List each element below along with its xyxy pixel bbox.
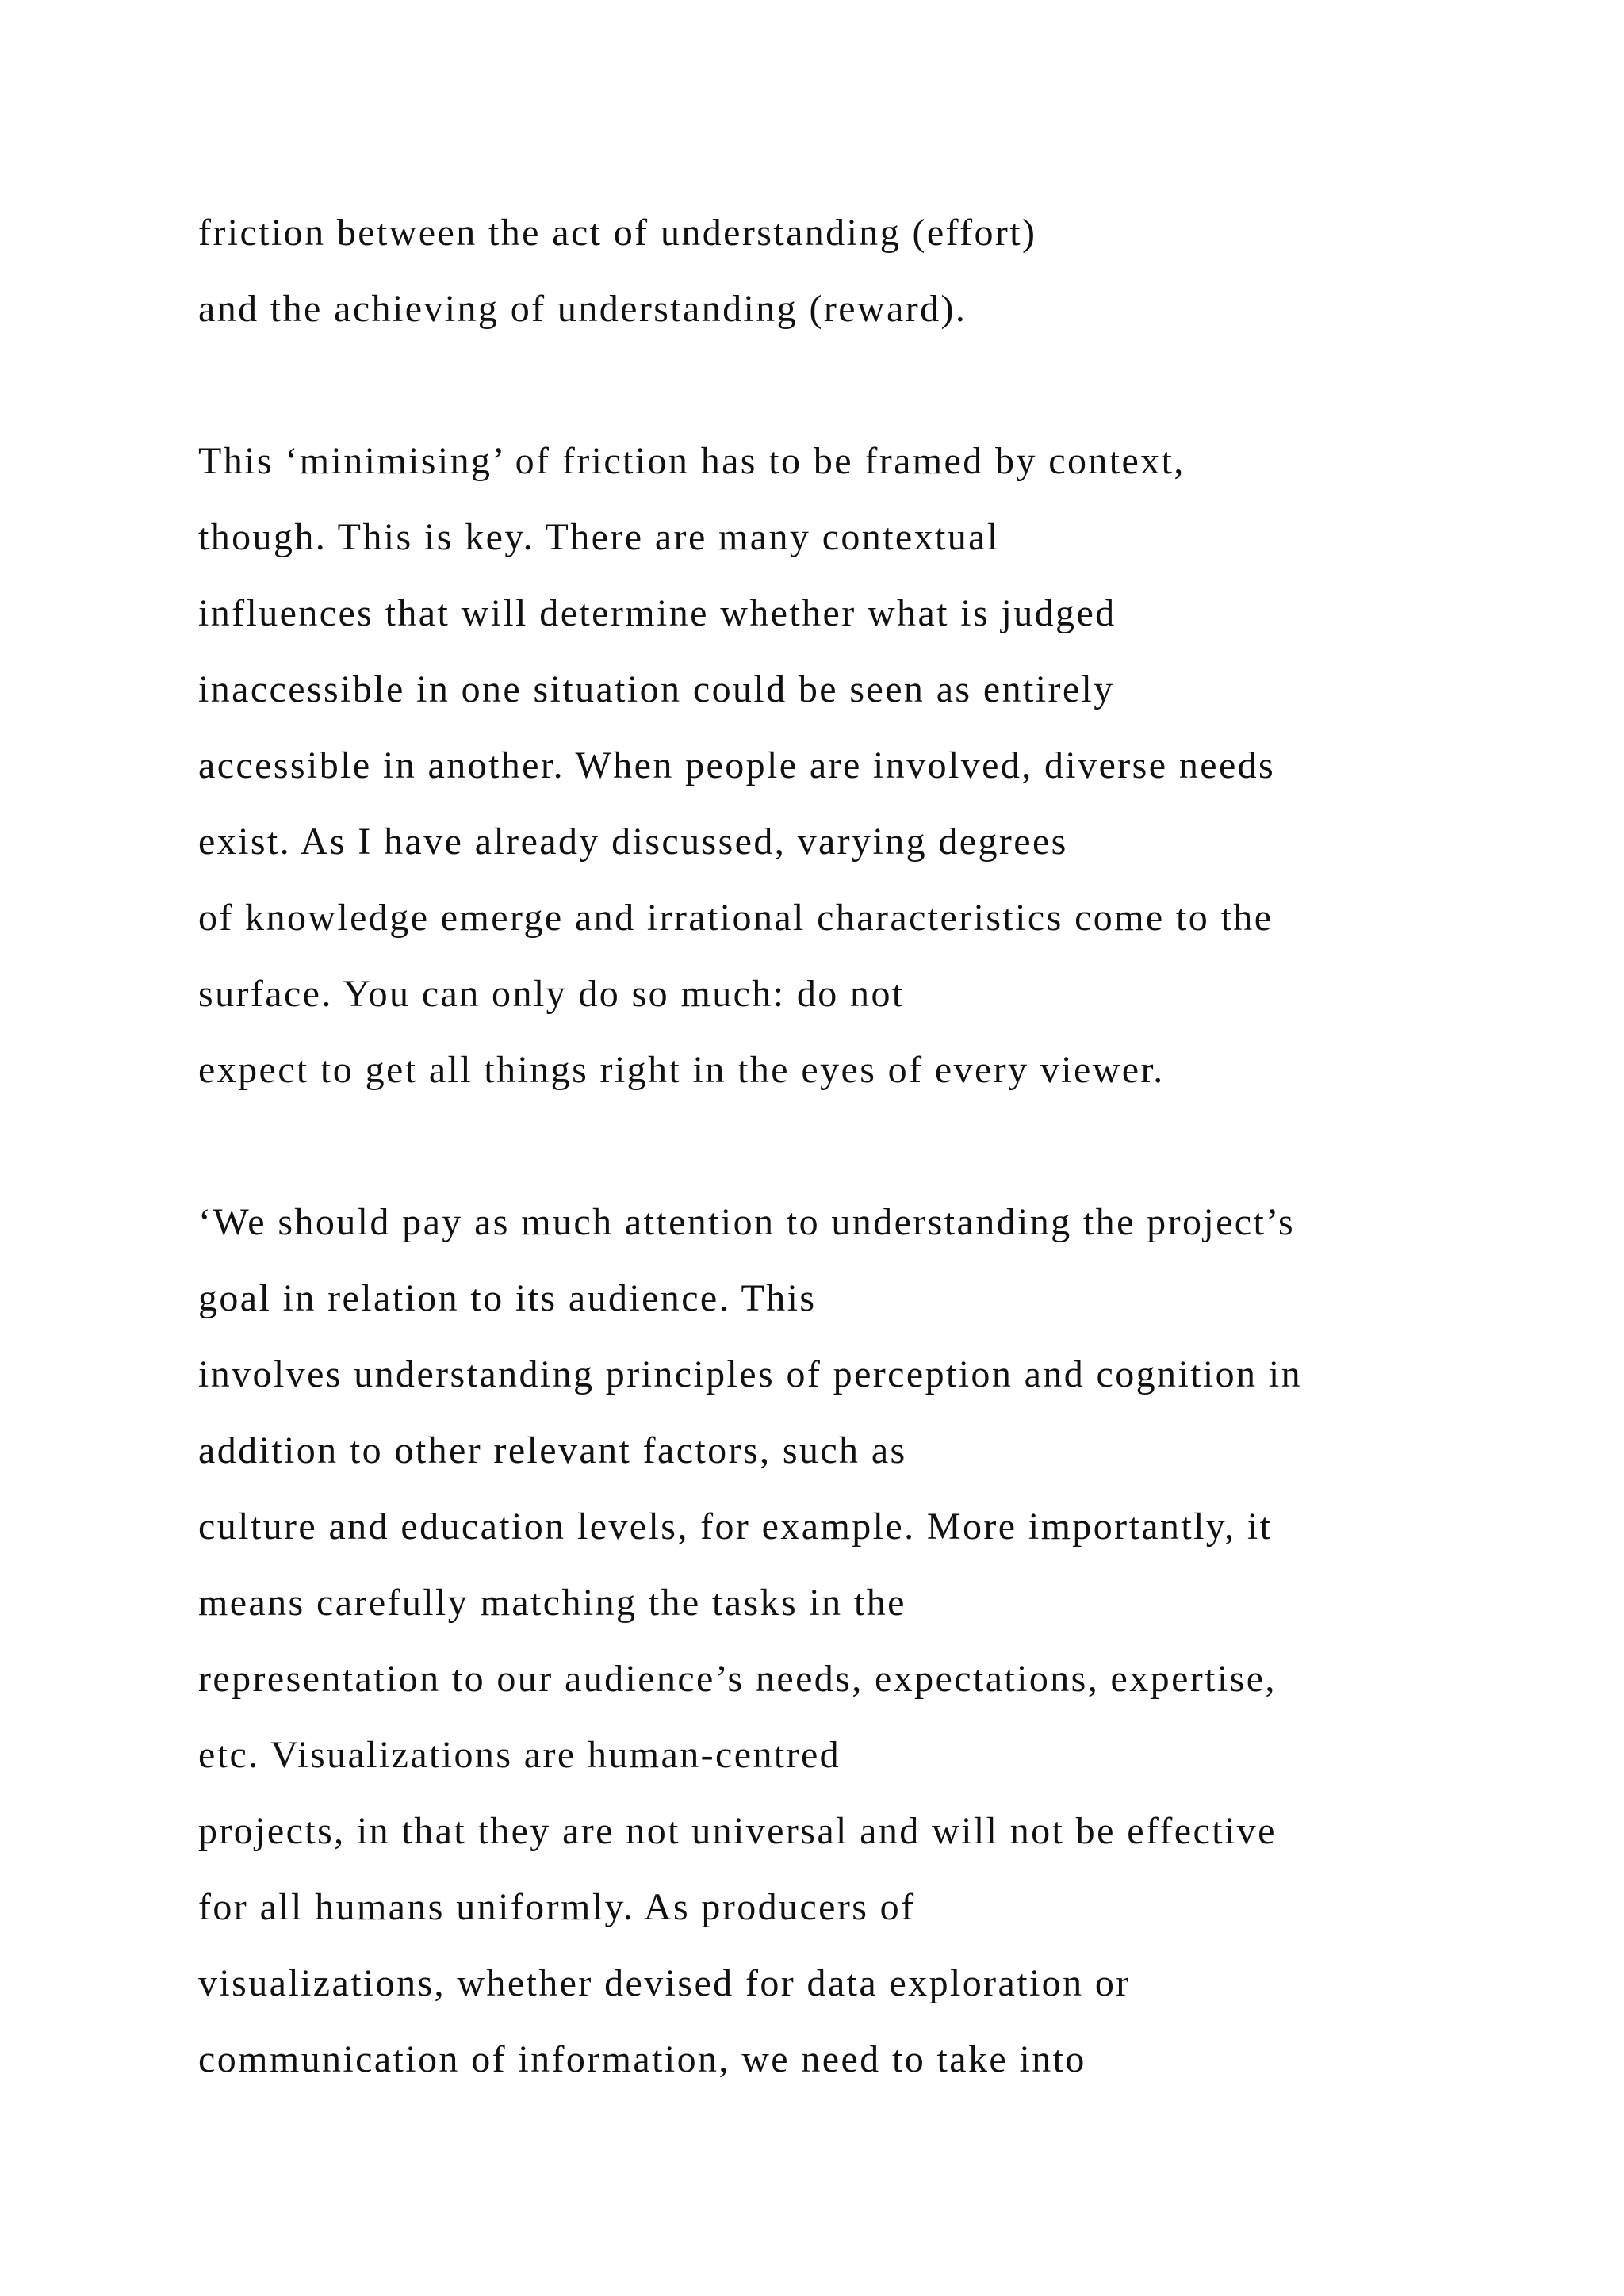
text-line: for all humans uniformly. As producers of	[198, 1886, 916, 1928]
text-line: addition to other relevant factors, such as	[198, 1429, 907, 1471]
text-line: communication of information, we need to take into	[198, 2038, 1086, 2080]
text-line: ‘We should pay as much attention to understanding the project’s	[198, 1201, 1296, 1243]
text-line: friction between the act of understanding (effort)	[198, 212, 1037, 254]
text-line: and the achieving of understanding (reward).	[198, 288, 967, 330]
text-line: etc. Visualizations are human-centred	[198, 1734, 841, 1776]
paragraph-break	[198, 347, 1562, 423]
text-line: surface. You can only do so much: do not	[198, 973, 905, 1015]
text-line: inaccessible in one situation could be seen as entirely	[198, 668, 1115, 710]
text-line: though. This is key. There are many contextual	[198, 516, 1000, 558]
paragraph-break	[198, 1108, 1562, 1184]
text-line: of knowledge emerge and irrational characteristics come to the	[198, 897, 1274, 939]
text-line: expect to get all things right in the eyes of every viewer.	[198, 1049, 1165, 1091]
text-line: involves understanding principles of perception and cognition in	[198, 1353, 1302, 1395]
text-line: means carefully matching the tasks in the	[198, 1582, 906, 1624]
text-line: goal in relation to its audience. This	[198, 1277, 817, 1319]
text-line: culture and education levels, for example. More importantly, it	[198, 1506, 1273, 1548]
text-line: visualizations, whether devised for data exploration or	[198, 1962, 1131, 2004]
text-line: representation to our audience’s needs, expectations, expertise,	[198, 1658, 1277, 1700]
text-line: exist. As I have already discussed, varying degrees	[198, 821, 1068, 863]
body-text	[198, 195, 1562, 2098]
text-line: This ‘minimising’ of friction has to be framed by context,	[198, 440, 1185, 482]
text-line: influences that will determine whether what is judged	[198, 592, 1116, 634]
text-line: projects, in that they are not universal and will not be effective	[198, 1810, 1277, 1852]
text-line: accessible in another. When people are involved, diverse needs	[198, 744, 1276, 786]
